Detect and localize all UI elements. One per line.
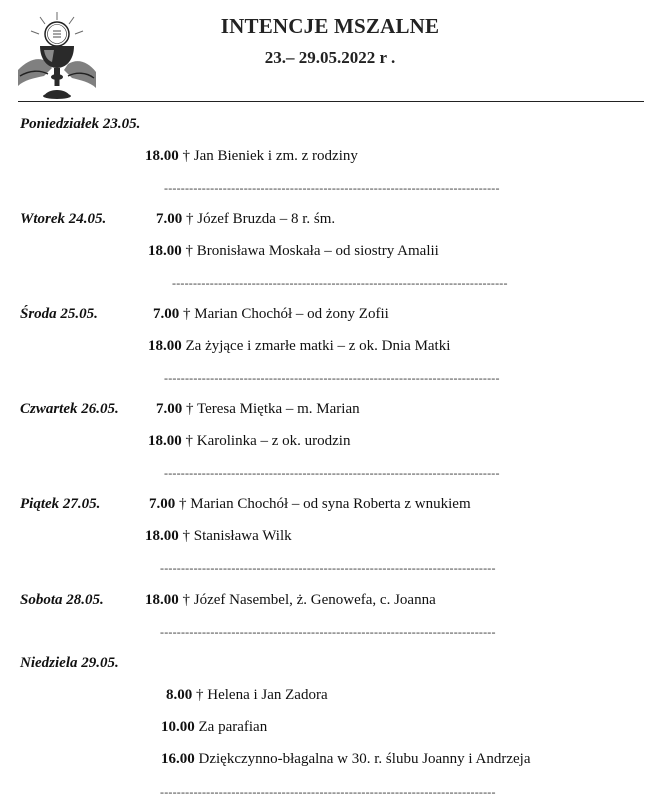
mass-time: 18.00	[148, 243, 182, 259]
mass-time: 10.00	[161, 719, 195, 735]
chalice-logo-icon	[14, 10, 100, 102]
header-divider	[18, 101, 644, 102]
mass-intention: Dziękczynno-błagalna w 30. r. ślubu Joanny i Andrzeja	[194, 751, 531, 767]
day-label-sunday: Niedziela 29.05.	[20, 655, 119, 671]
day-label-monday: Poniedziałek 23.05.	[20, 116, 141, 132]
mass-time: 7.00	[156, 401, 183, 417]
mass-intention: † Marian Chochół – od syna Roberta z wnukiem	[175, 496, 471, 512]
mass-entry	[153, 306, 389, 323]
mass-time: 18.00	[148, 433, 182, 449]
separator-line: --------------------------------------------------------------------------------	[160, 786, 496, 798]
mass-entry	[156, 211, 335, 228]
mass-time: 7.00	[149, 496, 176, 512]
separator-line: --------------------------------------------------------------------------------	[172, 277, 508, 289]
date-range: 23.– 29.05.2022 r .	[264, 48, 396, 67]
day-label-saturday: Sobota 28.05.	[20, 592, 104, 608]
mass-time: 18.00	[145, 148, 179, 164]
mass-intention: † Józef Bruzda – 8 r. śm.	[182, 211, 336, 227]
page-title: INTENCJE MSZALNE	[220, 14, 440, 38]
mass-intention: † Jan Bieniek i zm. z rodziny	[178, 148, 358, 164]
mass-time: 18.00	[145, 528, 179, 544]
separator-line: --------------------------------------------------------------------------------	[160, 562, 496, 574]
day-label-friday: Piątek 27.05.	[20, 496, 101, 512]
separator-line: --------------------------------------------------------------------------------	[164, 182, 500, 194]
mass-intention: † Józef Nasembel, ż. Genowefa, c. Joanna	[178, 592, 436, 608]
mass-entry	[148, 338, 450, 355]
mass-entry	[149, 496, 471, 513]
day-label-tuesday: Wtorek 24.05.	[20, 211, 107, 227]
day-label-wednesday: Środa 25.05.	[20, 306, 98, 322]
mass-entry	[148, 243, 439, 260]
mass-time: 7.00	[156, 211, 183, 227]
separator-line: --------------------------------------------------------------------------------	[164, 467, 500, 479]
mass-time: 18.00	[145, 592, 179, 608]
mass-intention: † Helena i Jan Zadora	[192, 687, 328, 703]
mass-intention: † Karolinka – z ok. urodzin	[181, 433, 351, 449]
mass-entry	[145, 592, 436, 609]
mass-time: 16.00	[161, 751, 195, 767]
mass-entry	[145, 148, 358, 165]
mass-intention: † Teresa Miętka – m. Marian	[182, 401, 360, 417]
mass-entry	[156, 401, 360, 418]
mass-entry	[161, 751, 531, 768]
day-label-thursday: Czwartek 26.05.	[20, 401, 119, 417]
mass-intention: Za parafian	[194, 719, 268, 735]
mass-time: 8.00	[166, 687, 193, 703]
mass-intention: Za żyjące i zmarłe matki – z ok. Dnia Matki	[181, 338, 451, 354]
mass-time: 18.00	[148, 338, 182, 354]
mass-entry	[161, 719, 267, 736]
mass-entry	[148, 433, 350, 450]
mass-intention: † Stanisława Wilk	[178, 528, 292, 544]
mass-intention: † Bronisława Moskała – od siostry Amalii	[181, 243, 439, 259]
separator-line: --------------------------------------------------------------------------------	[164, 372, 500, 384]
separator-line: --------------------------------------------------------------------------------	[160, 626, 496, 638]
mass-entry	[145, 528, 292, 545]
mass-time: 7.00	[153, 306, 180, 322]
mass-entry	[166, 687, 328, 704]
mass-intention: † Marian Chochół – od żony Zofii	[179, 306, 389, 322]
